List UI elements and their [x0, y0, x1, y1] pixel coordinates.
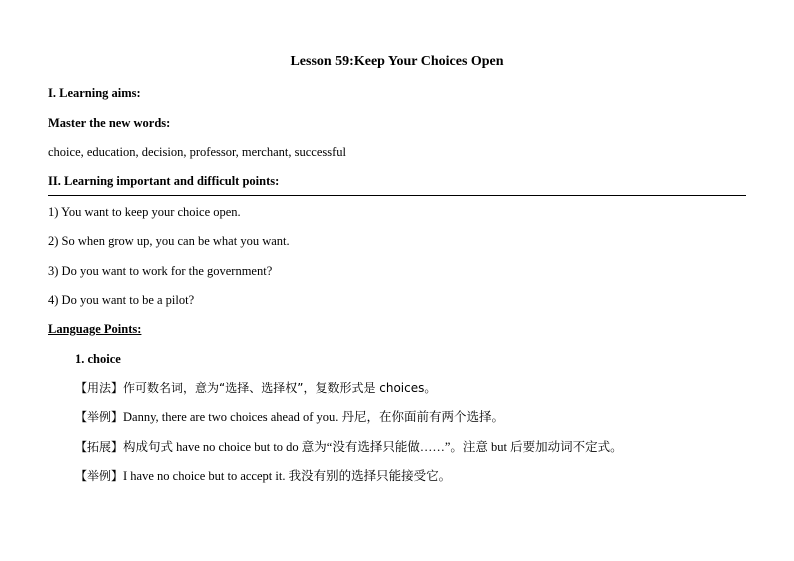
item-choice-heading: 1. choice [75, 352, 121, 366]
language-points-heading: Language Points: [48, 322, 142, 336]
important-points-heading: II. Learning important and difficult points: [48, 174, 280, 188]
usage-tag: 【用法】 [75, 381, 124, 395]
extension-line [75, 439, 623, 455]
example-2-text: I have no choice but to accept it. 我没有别的选择只能接受它。 [123, 469, 452, 483]
example-1-line [75, 409, 504, 425]
extension-tag: 【拓展】 [75, 440, 124, 454]
page-title: Lesson 59:Keep Your Choices Open [290, 54, 504, 69]
usage-line [75, 380, 436, 396]
example-1-text: Danny, there are two choices ahead of you. 丹尼，在你面前有两个选择。 [123, 410, 505, 424]
usage-text: 作可数名词，意为“选择、选择权”，复数形式是 choices。 [123, 381, 437, 395]
example-2-line [75, 468, 451, 484]
point-4: 4) Do you want to be a pilot? [48, 293, 195, 307]
example-2-tag: 【举例】 [75, 469, 124, 483]
section-divider [48, 195, 746, 196]
point-3: 3) Do you want to work for the government? [48, 264, 273, 278]
extension-text: 构成句式 have no choice but to do 意为“没有选择只能做……”。注意 but 后要加动词不定式。 [123, 440, 623, 454]
example-1-tag: 【举例】 [75, 410, 124, 424]
point-2: 2) So when grow up, you can be what you want. [48, 234, 290, 248]
learning-aims-heading: I. Learning aims: [48, 86, 141, 100]
new-words-list: choice, education, decision, professor, merchant, successful [48, 145, 347, 159]
point-1: 1) You want to keep your choice open. [48, 205, 241, 219]
master-words-heading: Master the new words: [48, 116, 171, 130]
